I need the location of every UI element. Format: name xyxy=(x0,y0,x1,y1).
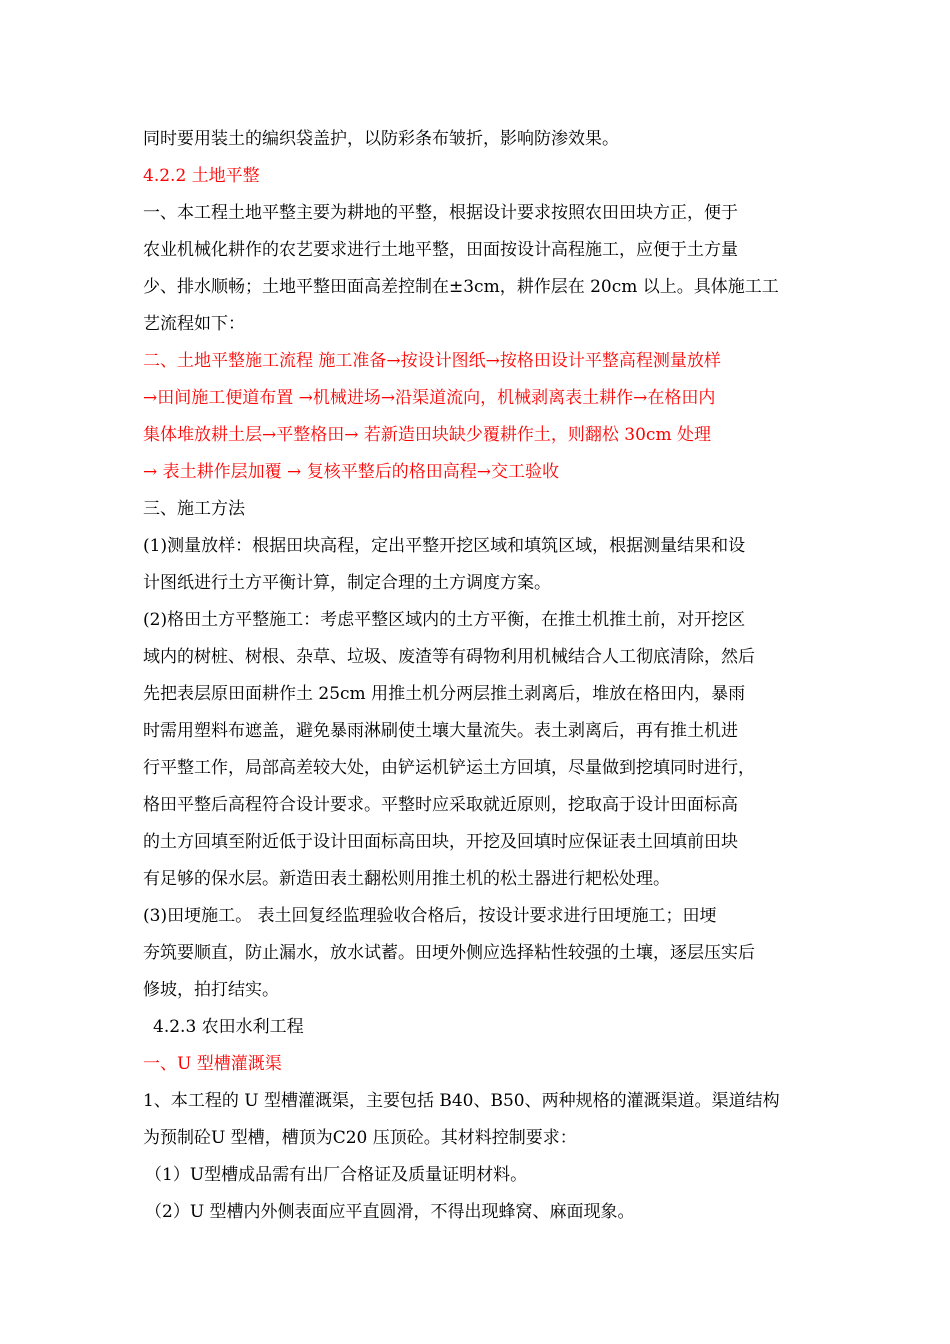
paragraph-line: 先把表层原田面耕作土 25cm 用推土机分两层推土剥离后，堆放在格田内，暴雨 xyxy=(143,684,746,704)
paragraph-line: 修坡，拍打结实。 xyxy=(143,980,279,1000)
subsection-heading: 一、U 型槽灌溉渠 xyxy=(143,1054,282,1074)
list-item: （1）U型槽成品需有出厂合格证及质量证明材料。 xyxy=(145,1165,528,1185)
paragraph-line: 格田平整后高程符合设计要求。平整时应采取就近原则，挖取高于设计田面标高 xyxy=(143,795,738,815)
paragraph-line: (3)田埂施工。 表土回复经监理验收合格后，按设计要求进行田埂施工；田埂 xyxy=(143,906,717,926)
process-flow-line: 集体堆放耕土层→平整格田→ 若新造田块缺少覆耕作土，则翻松 30cm 处理 xyxy=(143,425,711,445)
document-body xyxy=(143,121,813,1231)
paragraph-line: 艺流程如下： xyxy=(143,314,245,334)
process-flow-line: → 表土耕作层加覆 → 复核平整后的格田高程→交工验收 xyxy=(143,462,559,482)
paragraph-line: 夯筑要顺直，防止漏水，放水试蓄。田埂外侧应选择粘性较强的土壤，逐层压实后 xyxy=(143,943,755,963)
process-flow-line: 二、土地平整施工流程 施工准备→按设计图纸→按格田设计平整高程测量放样 xyxy=(143,351,721,371)
subsection-heading: 三、施工方法 xyxy=(143,499,245,519)
section-heading: 4.2.2 土地平整 xyxy=(143,166,260,186)
list-item: （2）U 型槽内外侧表面应平直圆滑，不得出现蜂窝、麻面现象。 xyxy=(145,1202,635,1222)
paragraph-line: 少、排水顺畅；土地平整田面高差控制在±3cm，耕作层在 20cm 以上。具体施工工 xyxy=(143,277,779,297)
paragraph-line: 农业机械化耕作的农艺要求进行土地平整，田面按设计高程施工，应便于土方量 xyxy=(143,240,738,260)
paragraph-line: 域内的树桩、树根、杂草、垃圾、废渣等有碍物利用机械结合人工彻底清除，然后 xyxy=(143,647,755,667)
paragraph-line: 1、本工程的 U 型槽灌溉渠，主要包括 B40、B50、两种规格的灌溉渠道。渠道结构 xyxy=(143,1091,780,1111)
paragraph-line: 的土方回填至附近低于设计田面标高田块，开挖及回填时应保证表土回填前田块 xyxy=(143,832,738,852)
paragraph-line: 一、本工程土地平整主要为耕地的平整，根据设计要求按照农田田块方正，便于 xyxy=(143,203,738,223)
paragraph-line: 为预制砼U 型槽，槽顶为C20 压顶砼。其材料控制要求： xyxy=(143,1128,577,1148)
paragraph-line: 时需用塑料布遮盖，避免暴雨淋刷使土壤大量流失。表土剥离后，再有推土机进 xyxy=(143,721,738,741)
paragraph-line: (1)测量放样：根据田块高程，定出平整开挖区域和填筑区域，根据测量结果和设 xyxy=(143,536,746,556)
paragraph-line: 有足够的保水层。新造田表土翻松则用推土机的松土器进行耙松处理。 xyxy=(143,869,670,889)
paragraph-line: 同时要用装土的编织袋盖护，以防彩条布皱折，影响防渗效果。 xyxy=(143,129,619,149)
paragraph-line: 计图纸进行土方平衡计算，制定合理的土方调度方案。 xyxy=(143,573,551,593)
process-flow-line: →田间施工便道布置 →机械进场→沿渠道流向，机械剥离表土耕作→在格田内 xyxy=(143,388,716,408)
paragraph-line: (2)格田土方平整施工：考虑平整区域内的土方平衡，在推土机推土前，对开挖区 xyxy=(143,610,746,630)
paragraph-line: 行平整工作，局部高差较大处，由铲运机铲运土方回填，尽量做到挖填同时进行， xyxy=(143,758,755,778)
section-heading: 4.2.3 农田水利工程 xyxy=(153,1017,304,1037)
